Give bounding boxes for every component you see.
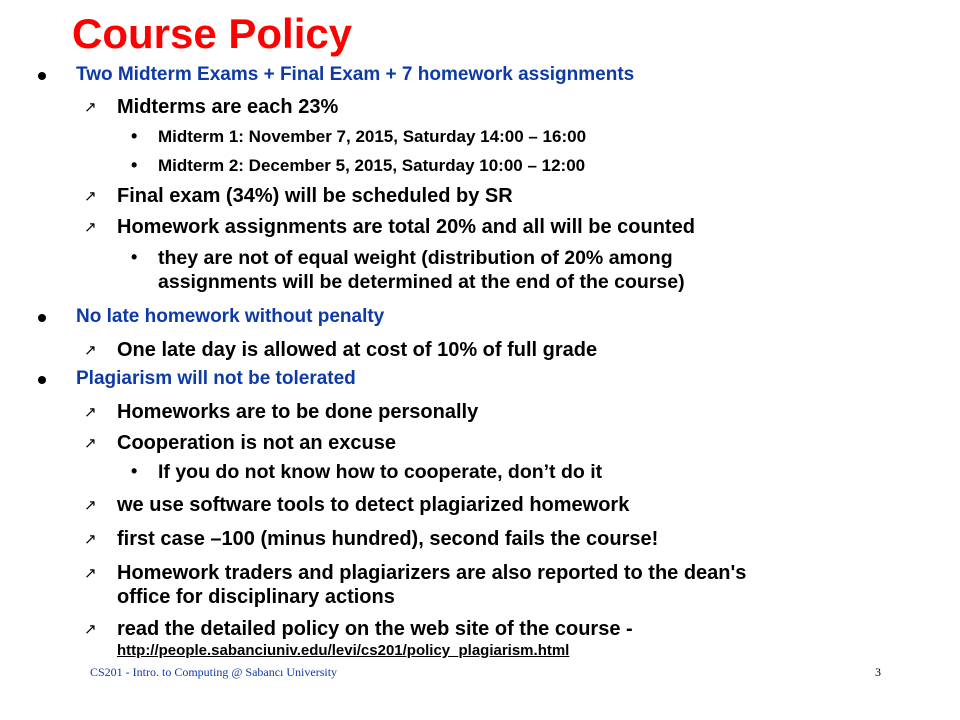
bullet-icon xyxy=(38,314,46,322)
subbullet-personal: Homeworks are to be done personally xyxy=(117,401,479,423)
subbullet-penalty: first case –100 (minus hundred), second fails the course! xyxy=(117,528,659,550)
item-midterm2: Midterm 2: December 5, 2015, Saturday 10:00 – 12:00 xyxy=(158,156,586,175)
dot-bullet-icon: • xyxy=(131,126,138,146)
item-weights-line1: they are not of equal weight (distribution of 20% among xyxy=(158,247,673,269)
arrow-bullet-icon: ↗ xyxy=(84,434,97,452)
arrow-bullet-icon: ↗ xyxy=(84,403,97,421)
dot-bullet-icon: • xyxy=(131,461,138,481)
subbullet-late-day: One late day is allowed at cost of 10% of full grade xyxy=(117,339,598,361)
subbullet-traders-line2: office for disciplinary actions xyxy=(117,586,395,608)
item-midterm1: Midterm 1: November 7, 2015, Saturday 14:00 – 16:00 xyxy=(158,127,587,146)
subbullet-read-policy: read the detailed policy on the web site of the course - xyxy=(117,618,633,640)
subbullet-midterms: Midterms are each 23% xyxy=(117,96,339,118)
subbullet-traders-line1: Homework traders and plagiarizers are also reported to the dean's xyxy=(117,562,747,584)
subbullet-software-tools: we use software tools to detect plagiarized homework xyxy=(117,494,630,516)
subbullet-final: Final exam (34%) will be scheduled by SR xyxy=(117,185,513,207)
bullet-late: No late homework without penalty xyxy=(76,306,385,327)
bullet-plagiarism: Plagiarism will not be tolerated xyxy=(76,368,356,389)
arrow-bullet-icon: ↗ xyxy=(84,496,97,514)
arrow-bullet-icon: ↗ xyxy=(84,187,97,205)
page-number: 3 xyxy=(875,665,881,679)
bullet-icon xyxy=(38,376,46,384)
item-weights-line2: assignments will be determined at the end of the course) xyxy=(158,271,685,293)
arrow-bullet-icon: ↗ xyxy=(84,341,97,359)
arrow-bullet-icon: ↗ xyxy=(84,620,97,638)
subbullet-cooperation: Cooperation is not an excuse xyxy=(117,432,396,454)
bullet-icon xyxy=(38,72,46,80)
slide-footer: CS201 - Intro. to Computing @ Sabancı University xyxy=(90,665,338,679)
subbullet-homework: Homework assignments are total 20% and all will be counted xyxy=(117,216,695,238)
dot-bullet-icon: • xyxy=(131,155,138,175)
arrow-bullet-icon: ↗ xyxy=(84,218,97,236)
item-cooperate: If you do not know how to cooperate, don’t do it xyxy=(158,461,603,483)
dot-bullet-icon: • xyxy=(131,247,138,267)
policy-link[interactable]: http://people.sabanciuniv.edu/levi/cs201/policy_plagiarism.html xyxy=(117,642,570,659)
arrow-bullet-icon: ↗ xyxy=(84,530,97,548)
arrow-bullet-icon: ↗ xyxy=(84,564,97,582)
bullet-exams: Two Midterm Exams + Final Exam + 7 homework assignments xyxy=(76,64,635,85)
slide-title: Course Policy xyxy=(72,10,353,57)
arrow-bullet-icon: ↗ xyxy=(84,98,97,116)
